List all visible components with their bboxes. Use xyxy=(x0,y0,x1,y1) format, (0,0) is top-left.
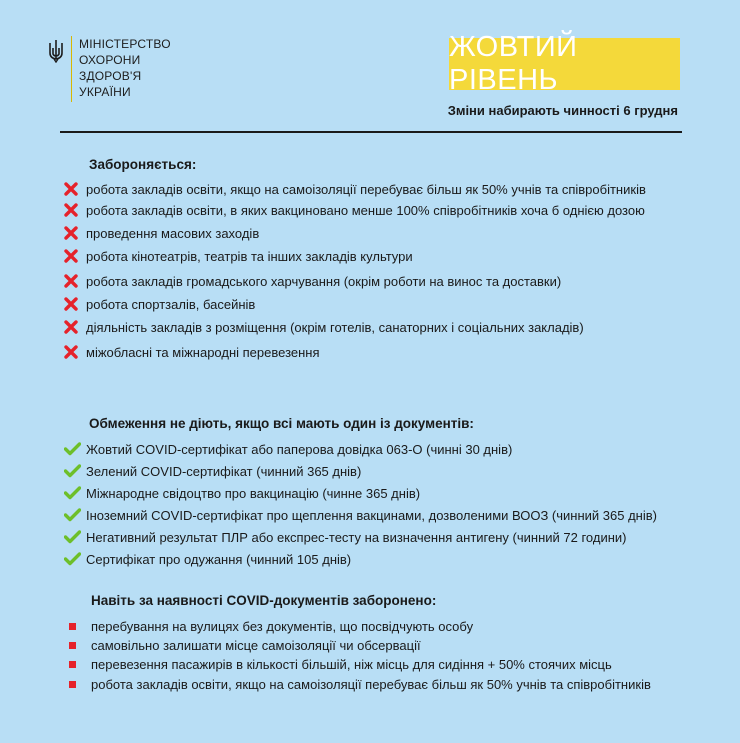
list-item xyxy=(64,485,689,502)
list-item xyxy=(64,344,664,361)
list-item xyxy=(64,181,664,198)
list-item-text: Сертифікат про одужання (чинний 105 днів) xyxy=(86,552,352,567)
list-item-text: робота закладів громадського харчування (окрім роботи на винос та доставки) xyxy=(86,274,562,289)
green-check-icon xyxy=(64,507,86,522)
exemptions-list xyxy=(64,441,689,568)
list-item xyxy=(64,273,664,290)
logo-line: МІНІСТЕРСТВО xyxy=(79,37,171,51)
green-check-icon xyxy=(64,441,86,456)
list-item-text: Іноземний COVID-сертифікат про щеплення вакцинами, дозволеними ВООЗ (чинний 365 днів) xyxy=(86,508,657,523)
list-item-text: міжобласні та міжнародні перевезення xyxy=(86,345,320,360)
logo-divider xyxy=(71,36,72,102)
logo-line: ЗДОРОВ'Я xyxy=(79,69,142,83)
list-item xyxy=(64,656,694,673)
red-cross-icon xyxy=(64,248,86,263)
list-item-text: самовільно залишати місце самоізоляції чи обсервації xyxy=(91,638,421,653)
list-item-text: Міжнародне свідоцтво про вакцинацію (чинне 365 днів) xyxy=(86,486,421,501)
green-check-icon xyxy=(64,485,86,500)
red-cross-icon xyxy=(64,344,86,359)
list-item-text: робота закладів освіти, якщо на самоізоляції перебуває більш як 50% учнів та співробітників xyxy=(86,182,646,197)
list-item-text: робота кінотеатрів, театрів та інших закладів культури xyxy=(86,249,413,264)
red-square-bullet xyxy=(64,656,91,668)
list-item xyxy=(64,296,664,313)
list-item xyxy=(64,529,689,546)
red-cross-icon xyxy=(64,225,86,240)
red-cross-icon xyxy=(64,319,86,334)
list-item xyxy=(64,676,694,693)
prohibited-list xyxy=(64,181,664,361)
list-item-text: проведення масових заходів xyxy=(86,226,260,241)
green-check-icon xyxy=(64,551,86,566)
header-divider xyxy=(60,131,682,133)
logo-text xyxy=(79,36,171,100)
trident-icon xyxy=(48,39,64,63)
list-item xyxy=(64,507,689,524)
list-item xyxy=(64,637,694,654)
always-prohibited-list xyxy=(64,618,694,693)
bullet-square xyxy=(69,623,76,630)
logo-line: УКРАЇНИ xyxy=(79,85,131,99)
red-square-bullet xyxy=(64,618,91,630)
list-item-text: робота закладів освіти, в яких вакциновано менше 100% співробітників хоча б однією дозою xyxy=(86,203,645,218)
red-square-bullet xyxy=(64,637,91,649)
list-item-text: перебування на вулицях без документів, що посвідчують особу xyxy=(91,619,474,634)
list-item-text: Жовтий COVID-сертифікат або паперова довідка 063-О (чинні 30 днів) xyxy=(86,442,513,457)
green-check-icon xyxy=(64,463,86,478)
always-prohibited-title: Навіть за наявності COVID-документів заборонено: xyxy=(91,593,437,608)
list-item-text: робота закладів освіти, якщо на самоізоляції перебуває більш як 50% учнів та співробітників xyxy=(91,677,651,692)
list-item xyxy=(64,319,664,336)
list-item xyxy=(64,463,689,480)
ministry-logo xyxy=(48,36,171,102)
list-item-text: робота спортзалів, басейнів xyxy=(86,297,256,312)
prohibited-title: Забороняється: xyxy=(89,157,197,172)
green-check-icon xyxy=(64,529,86,544)
list-item xyxy=(64,248,664,265)
red-cross-icon xyxy=(64,181,86,196)
bullet-square xyxy=(69,642,76,649)
list-item xyxy=(64,225,664,242)
red-square-bullet xyxy=(64,676,91,688)
list-item xyxy=(64,202,664,219)
list-item xyxy=(64,551,689,568)
effective-date: Зміни набирають чинності 6 грудня xyxy=(447,103,678,118)
list-item-text: Зелений COVID-сертифікат (чинний 365 днів) xyxy=(86,464,362,479)
list-item-text: перевезення пасажирів в кількості більшій, ніж місць для сидіння + 50% стоячих місць xyxy=(91,657,612,672)
list-item xyxy=(64,618,694,635)
list-item-text: Негативний результат ПЛР або експрес-тесту на визначення антигену (чинний 72 години) xyxy=(86,530,627,545)
logo-line: ОХОРОНИ xyxy=(79,53,141,67)
list-item xyxy=(64,441,689,458)
bullet-square xyxy=(69,681,76,688)
list-item-text: діяльність закладів з розміщення (окрім готелів, санаторних і соціальних закладів) xyxy=(86,320,584,335)
red-cross-icon xyxy=(64,296,86,311)
level-title: ЖОВТИЙ РІВЕНЬ xyxy=(449,31,578,96)
level-badge xyxy=(449,31,680,96)
red-cross-icon xyxy=(64,202,86,217)
exemptions-title: Обмеження не діють, якщо всі мають один із документів: xyxy=(89,416,474,431)
red-cross-icon xyxy=(64,273,86,288)
bullet-square xyxy=(69,661,76,668)
